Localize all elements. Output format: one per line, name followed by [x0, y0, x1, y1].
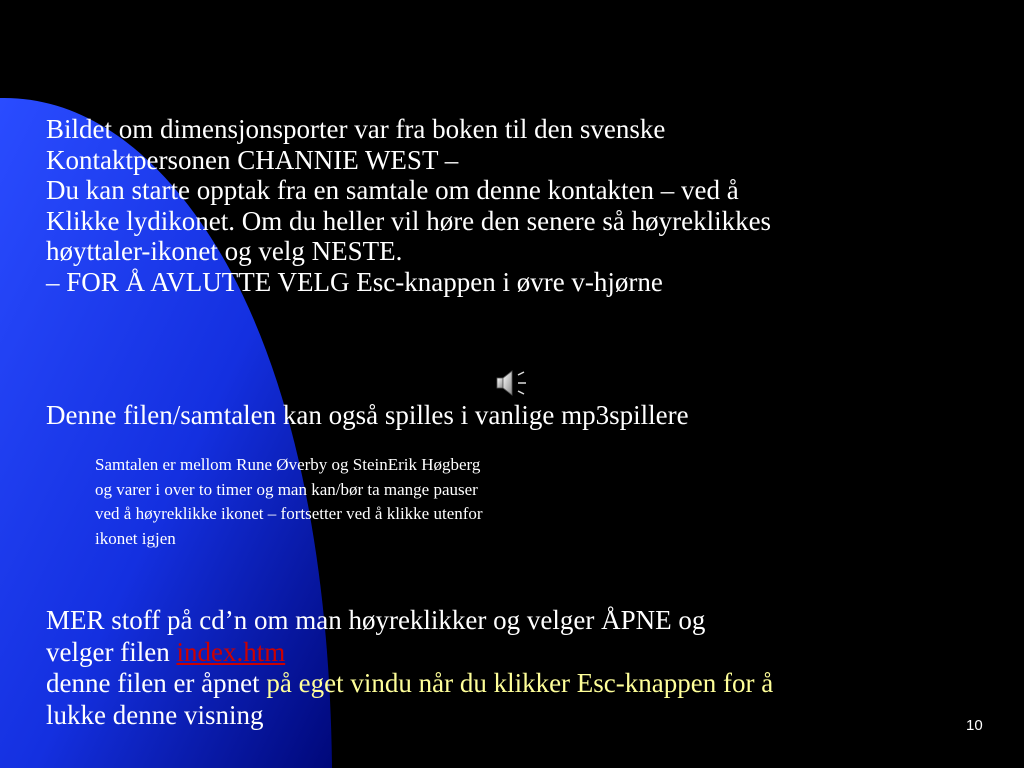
intro-line: Kontaktpersonen CHANNIE WEST –: [46, 144, 459, 175]
more-info: [46, 605, 773, 731]
intro-line: Klikke lydikonet. Om du heller vil høre den senere så høyreklikkes: [46, 205, 772, 236]
speaker-icon[interactable]: [494, 366, 534, 400]
mp3-line: Denne filen/samtalen kan også spilles i vanlige mp3spillere: [46, 400, 689, 430]
intro-line: Bildet om dimensjonsporter var fra boken til den svenske: [46, 114, 666, 144]
more-line-3-highlight: på eget vindu når du klikker Esc-knappen for å: [266, 668, 774, 698]
more-line-2: [46, 637, 773, 669]
info-line: ikonet igjen: [95, 528, 176, 548]
index-htm-link[interactable]: index.htm: [176, 636, 286, 667]
more-line-2-text: velger filen: [46, 636, 177, 667]
more-line-1: MER stoff på cd’n om man høyreklikker og velger ÅPNE og: [46, 605, 706, 635]
info-line: ved å høyreklikke ikonet – fortsetter ved å klikke utenfor: [95, 504, 483, 523]
info-line: Samtalen er mellom Rune Øverby og SteinErik Høgberg: [95, 455, 481, 474]
conversation-info: [95, 453, 483, 551]
more-line-4: lukke denne visning: [46, 699, 264, 730]
more-line-3: [46, 668, 773, 700]
info-line: og varer i over to timer og man kan/bør ta mange pauser: [95, 479, 478, 499]
intro-text: [46, 114, 986, 297]
intro-line: Du kan starte opptak fra en samtale om denne kontakten – ved å: [46, 175, 739, 205]
intro-line: høyttaler-ikonet og velg NESTE.: [46, 236, 403, 266]
page-number: 10: [966, 717, 983, 734]
intro-line: – FOR Å AVLUTTE VELG Esc-knappen i øvre v-hjørne: [46, 266, 663, 297]
more-line-3-text: denne filen er åpnet: [46, 668, 267, 698]
